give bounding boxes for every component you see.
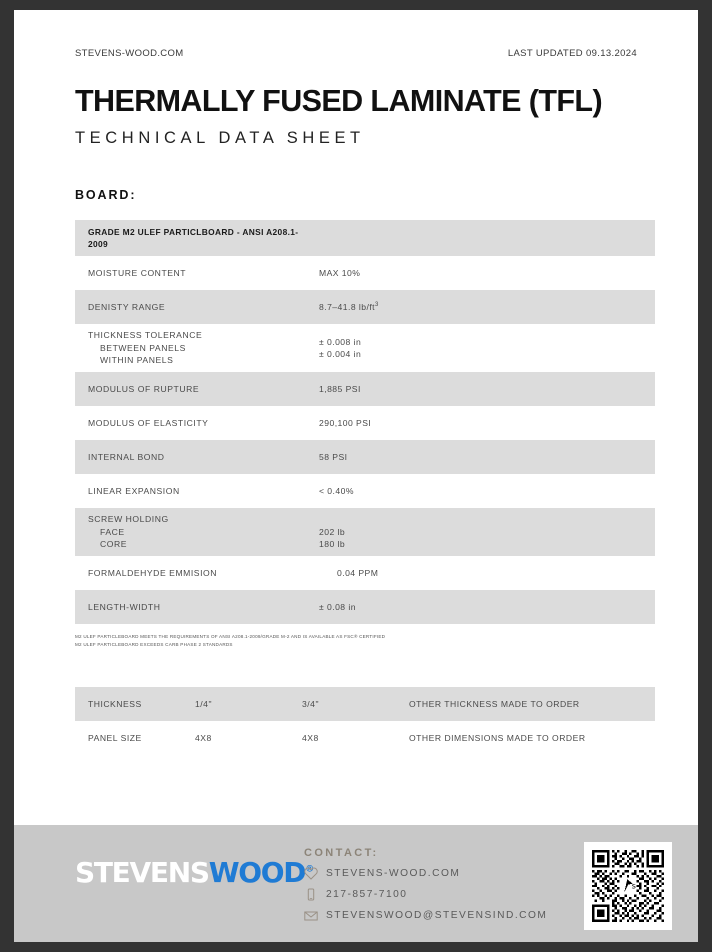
spec-sublabel: FACE <box>100 526 125 537</box>
table-header-label: GRADE M2 ULEF PARTICLBOARD - ANSI A208.1-2009 <box>88 226 299 249</box>
page-title: THERMALLY FUSED LAMINATE (TFL) <box>75 84 603 118</box>
spec-value <box>305 336 655 361</box>
table-cell: OTHER DIMENSIONS MADE TO ORDER <box>409 732 586 743</box>
contact-phone-label: 217-857-7100 <box>326 889 408 900</box>
logo-secondary-text: WOOD <box>208 856 306 889</box>
spec-subvalue: ± 0.008 in <box>319 336 362 347</box>
spec-label: LENGTH-WIDTH <box>88 601 161 612</box>
table-row <box>75 556 655 590</box>
page-footer <box>14 825 698 942</box>
section-title-board: BOARD: <box>75 188 137 202</box>
svg-text:s: s <box>631 881 636 891</box>
company-logo <box>75 856 314 889</box>
contact-email[interactable] <box>304 909 547 922</box>
spec-label: MOISTURE CONTENT <box>88 267 187 278</box>
spec-value-text: 8.7–41.8 lb/ft <box>319 301 375 312</box>
footnote-line: M2 ULEF PARTICLEBOARD EXCEEDS CARB PHASE 2 STANDARDS <box>75 642 233 648</box>
table-cell: 4X8 <box>195 732 212 743</box>
meta-row <box>75 10 637 59</box>
spec-subvalue: ± 0.004 in <box>319 349 362 359</box>
spec-label: MODULUS OF ELASTICITY <box>88 417 209 428</box>
spec-label <box>75 329 305 366</box>
spec-label-main: SCREW HOLDING <box>88 514 169 525</box>
table-row <box>75 474 655 508</box>
document-body <box>14 10 698 755</box>
spec-label <box>75 513 305 550</box>
spec-value: < 0.40% <box>319 485 354 496</box>
envelope-icon <box>304 909 326 922</box>
spec-sublabel: WITHIN PANELS <box>100 355 174 366</box>
spec-value: 1,885 PSI <box>319 383 361 394</box>
column-header: 3/4" <box>302 698 319 709</box>
registered-trademark-icon: ® <box>305 864 315 875</box>
last-updated-label: LAST UPDATED 09.13.2024 <box>507 48 637 59</box>
table-header-row <box>75 687 655 721</box>
spec-value <box>305 514 655 551</box>
spec-value: 58 PSI <box>319 451 348 462</box>
spec-value: 0.04 PPM <box>337 567 379 578</box>
table-row <box>75 290 655 324</box>
spec-value: MAX 10% <box>319 267 361 278</box>
spec-sublabel: CORE <box>100 539 128 550</box>
spec-value <box>305 301 655 313</box>
spec-label-main: THICKNESS TOLERANCE <box>88 330 203 341</box>
page-subtitle: TECHNICAL DATA SHEET <box>75 129 365 147</box>
document-page <box>14 10 698 942</box>
board-spec-table <box>75 220 655 624</box>
table-row <box>75 590 655 624</box>
table-header-row <box>75 220 655 256</box>
spec-label: DENISTY RANGE <box>88 301 166 312</box>
spec-label: FORMALDEHYDE EMMISION <box>88 567 218 578</box>
column-header: 1/4" <box>195 698 212 709</box>
footnote-line: M2 ULEF PARTICLEBOARD MEETS THE REQUIREMENTS OF ANSI A208.1-2009/GRADE M-2 AND IS AVAILABLE AS FSC® CERTIFIED <box>75 634 386 639</box>
contact-email-label: STEVENSWOOD@STEVENSIND.COM <box>326 910 548 921</box>
table-cell: 4X8 <box>302 732 319 743</box>
table-row <box>75 508 655 556</box>
table-row <box>75 324 655 372</box>
phone-icon <box>304 888 326 901</box>
table-row <box>75 440 655 474</box>
contact-title: CONTACT: <box>304 847 379 859</box>
spec-value: 290,100 PSI <box>319 417 372 428</box>
contact-website[interactable] <box>304 864 547 880</box>
contact-block <box>304 847 547 922</box>
footnotes <box>75 633 637 650</box>
website-label: STEVENS-WOOD.COM <box>75 48 184 59</box>
contact-phone[interactable] <box>304 888 547 901</box>
table-row <box>75 256 655 290</box>
spec-subvalue: 202 lb <box>319 526 346 537</box>
logo-primary-text: STEVENS <box>75 856 209 889</box>
spec-sublabel: BETWEEN PANELS <box>100 342 186 353</box>
table-row <box>75 721 655 755</box>
panel-size-table <box>75 687 655 755</box>
table-row <box>75 406 655 440</box>
spec-label: LINEAR EXPANSION <box>88 485 180 496</box>
table-cell: PANEL SIZE <box>88 732 142 743</box>
column-header: OTHER THICKNESS MADE TO ORDER <box>409 698 580 709</box>
qr-code[interactable] <box>584 842 672 930</box>
column-header: THICKNESS <box>88 698 142 709</box>
contact-website-label: STEVENS-WOOD.COM <box>326 868 461 879</box>
spec-subvalue: 180 lb <box>319 539 346 549</box>
spec-value-superscript: 3 <box>375 301 379 308</box>
table-row <box>75 372 655 406</box>
spec-label: INTERNAL BOND <box>88 451 165 462</box>
spec-value: ± 0.08 in <box>319 601 356 612</box>
spec-label: MODULUS OF RUPTURE <box>88 383 200 394</box>
heart-icon <box>304 864 326 880</box>
